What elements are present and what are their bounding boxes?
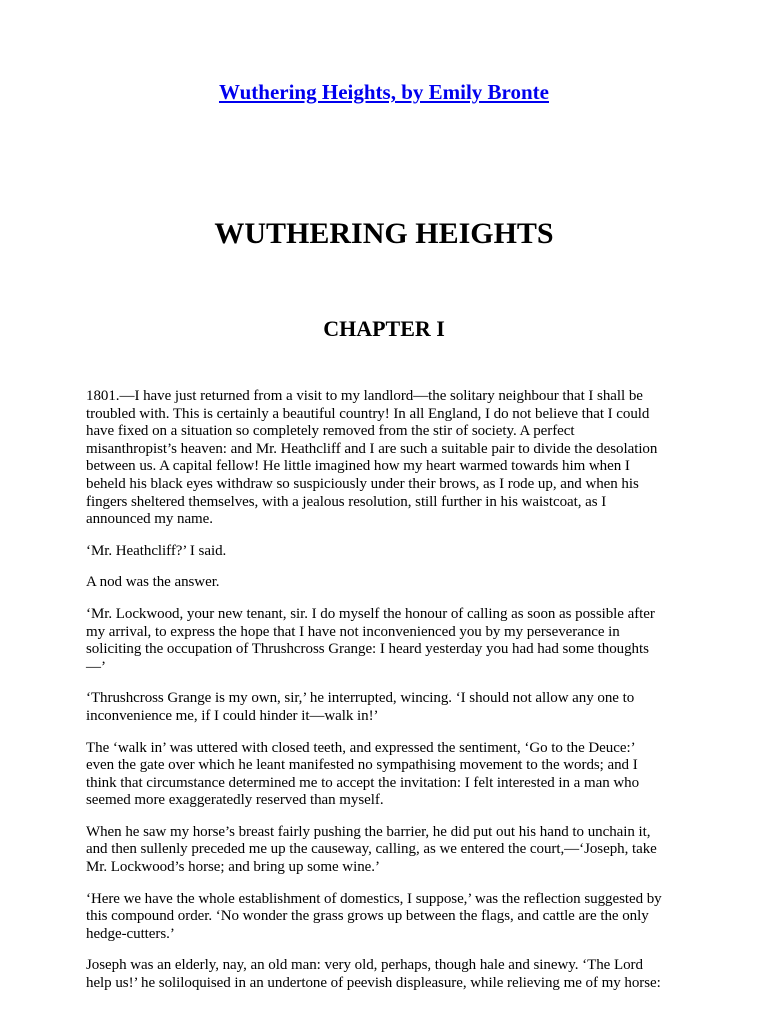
text-line: 1801.—I have just returned from a visit to my landlord—the solitary neighbour that I shall be [86, 388, 643, 404]
text-line: troubled with. This is certainly a beautiful country! In all England, I do not believe that I could [86, 405, 650, 422]
book-title-link[interactable]: Wuthering Heights, by Emily Bronte [218, 80, 549, 104]
text-line: misanthropist’s heaven: and Mr. Heathcliff and I are such a suitable pair to divide the desolation [86, 440, 658, 457]
text-line: hedge-cutters.’ [86, 925, 175, 942]
book-title: WUTHERING HEIGHTS [214, 217, 554, 250]
text-line: A nod was the answer. [86, 574, 220, 591]
text-line: and then sullenly preceded me up the causeway, calling, as we entered the court,—‘Joseph, take [86, 841, 657, 858]
text-line: beheld his black eyes withdraw so suspiciously under their brows, as I rode up, and when his [86, 475, 639, 492]
chapter-text [86, 388, 686, 1007]
paragraph [86, 606, 686, 676]
text-line: inconvenience me, if I could hinder it—walk in!’ [86, 707, 379, 724]
text-line: ‘Here we have the whole establishment of domestics, I suppose,’ was the reflection suggested by [86, 890, 662, 907]
paragraph [86, 574, 686, 592]
text-line: Mr. Lockwood’s horse; and bring up some wine.’ [86, 859, 380, 876]
chapter-title: CHAPTER I [323, 316, 445, 341]
paragraph [86, 957, 686, 992]
text-line: ‘Mr. Lockwood, your new tenant, sir. I do myself the honour of calling as soon as possible after [86, 605, 655, 622]
text-line: fingers sheltered themselves, with a jealous resolution, still further in his waistcoat, as I [86, 493, 607, 510]
text-line: When he saw my horse’s breast fairly pushing the barrier, he did put out his hand to unchain it, [86, 823, 651, 840]
text-line: soliciting the occupation of Thrushcross Grange: I heard yesterday you had had some thoughts [86, 641, 649, 658]
text-line: have fixed on a situation so completely removed from the stir of society. A perfect [86, 423, 575, 440]
text-line: The ‘walk in’ was uttered with closed teeth, and expressed the sentiment, ‘Go to the Deuce:’ [86, 739, 636, 756]
paragraph [86, 824, 686, 877]
paragraph [86, 690, 686, 725]
text-line: Joseph was an elderly, nay, an old man: very old, perhaps, though hale and sinewy. ‘The Lord [86, 957, 643, 974]
text-line: announced my name. [86, 511, 213, 528]
text-line: this compound order. ‘No wonder the grass grows up between the flags, and cattle are the only [86, 908, 649, 925]
text-line: my arrival, to express the hope that I have not inconvenienced you by my perseverance in [86, 623, 620, 640]
paragraph [86, 891, 686, 944]
text-line: ‘Thrushcross Grange is my own, sir,’ he interrupted, wincing. ‘I should not allow any one to [86, 690, 635, 707]
header [0, 80, 768, 105]
text-line: ‘Mr. Heathcliff?’ I said. [86, 542, 227, 559]
text-line: —’ [86, 658, 106, 675]
text-line: help us!’ he soliloquised in an undertone of peevish displeasure, while relieving me of my horse: [86, 975, 661, 992]
text-line: between us. A capital fellow! He little imagined how my heart warmed towards him when I [86, 458, 630, 475]
text-line: think that circumstance determined me to accept the invitation: I felt interested in a man who [86, 774, 640, 791]
paragraph [86, 740, 686, 810]
paragraph [86, 543, 686, 561]
text-line: seemed more exaggeratedly reserved than myself. [86, 792, 384, 809]
paragraph [86, 388, 686, 529]
text-line: even the gate over which he leant manifested no sympathising movement to the words; and I [86, 757, 638, 774]
